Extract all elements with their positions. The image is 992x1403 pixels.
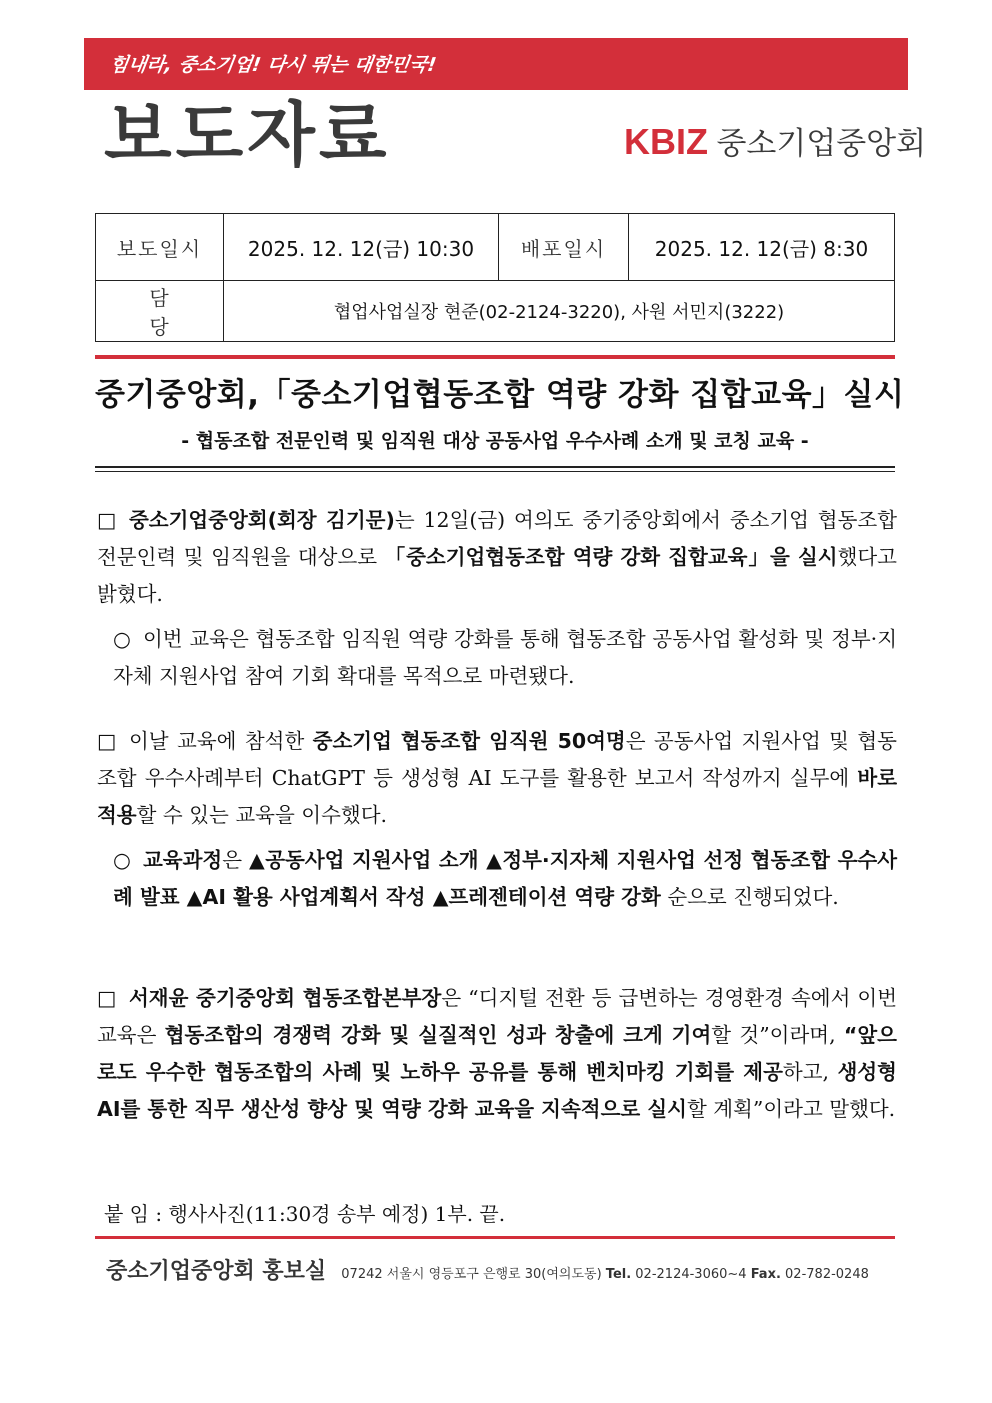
p3-bold-3: “앞으로도 우수한 협동조합의 사례 및 노하우 공유를 통해 벤치마킹 기회를 제공 bbox=[97, 1023, 897, 1084]
p3-bold-2: 협동조합의 경쟁력 강화 및 실질적인 성과 창출에 크게 기여 bbox=[164, 1023, 712, 1047]
p2-text-2: 은 공동사업 지원사업 및 협동조합 우수사례부터 ChatGPT 등 생성형 AI 도구를 활용한 보고서 작성까지 실무에 bbox=[97, 729, 897, 790]
release-info-table bbox=[95, 213, 895, 342]
subheadline: - 협동조합 전문인력 및 임직원 대상 공동사업 우수사례 소개 및 코칭 교육 - bbox=[181, 430, 809, 452]
footer-address: 07242 서울시 영등포구 은행로 30(여의도동) bbox=[341, 1267, 606, 1282]
p2-text-1: 이날 교육에 참석한 bbox=[129, 729, 313, 753]
paragraph-3 bbox=[97, 980, 897, 1128]
release-label: 보도일시 bbox=[96, 214, 224, 281]
p1-text-2: 했다고 밝혔다. bbox=[97, 545, 897, 606]
distribution-value: 2025. 12. 12(금) 8:30 bbox=[629, 214, 895, 281]
square-bullet: □ bbox=[97, 986, 117, 1010]
attachment-note: 붙 임 : 행사사진(11:30경 송부 예정) 1부. 끝. bbox=[104, 1202, 506, 1226]
s2-text-2: 순으로 진행되었다. bbox=[660, 885, 839, 909]
footer-fax-label: Fax. bbox=[750, 1267, 781, 1282]
footer-tel: 02-2124-3060~4 bbox=[631, 1267, 751, 1282]
p3-text-4: 할 계획”이라고 말했다. bbox=[686, 1097, 896, 1121]
headline-bottom-rule bbox=[95, 466, 895, 468]
paragraph-1 bbox=[97, 502, 897, 613]
p2-text-3: 할 수 있는 교육을 이수했다. bbox=[136, 803, 388, 827]
press-release-title: 보도자료 bbox=[104, 94, 391, 176]
p2-bold-2: 바로 적용 bbox=[97, 766, 897, 827]
release-value: 2025. 12. 12(금) 10:30 bbox=[224, 214, 499, 281]
paragraph-2 bbox=[97, 723, 897, 834]
p3-bold-1: 서재윤 중기중앙회 협동조합본부장 bbox=[129, 986, 442, 1010]
footer-org: 중소기업중앙회 홍보실 bbox=[106, 1259, 327, 1284]
p3-bold-4: 생성형 AI를 통한 직무 생산성 향상 및 역량 강화 교육을 지속적으로 실시 bbox=[97, 1060, 897, 1121]
logo-mark: KBIZ bbox=[624, 121, 708, 162]
circle-bullet: ○ bbox=[113, 848, 131, 872]
s2-bold-2: ▲공동사업 지원사업 소개 ▲정부·지자체 지원사업 선정 협동조합 우수사례 발표 ▲AI 활용 사업계획서 작성 ▲프레젠테이션 역량 강화 bbox=[113, 848, 897, 909]
headline-top-rule bbox=[95, 355, 895, 359]
kbiz-logo bbox=[624, 118, 926, 163]
slogan-banner bbox=[84, 38, 908, 90]
p1-bold-1: 중소기업중앙회(회장 김기문) bbox=[129, 508, 395, 532]
footer-top-rule bbox=[95, 1236, 895, 1239]
footer-tel-label: Tel. bbox=[605, 1267, 632, 1282]
distribution-label: 배포일시 bbox=[499, 214, 629, 281]
logo-name: 중소기업중앙회 bbox=[716, 126, 927, 162]
sub-point-2 bbox=[113, 842, 897, 916]
square-bullet: □ bbox=[97, 508, 117, 532]
s2-text-1: 은 bbox=[222, 848, 250, 872]
s2-bold-1: 교육과정 bbox=[143, 848, 223, 872]
p1-bold-2: 「중소기업협동조합 역량 강화 집합교육」을 실시 bbox=[384, 545, 838, 569]
slogan-text: 힘내라, 중소기업! 다시 뛰는 대한민국! bbox=[108, 54, 438, 76]
p2-bold-1: 중소기업 협동조합 임직원 50여명 bbox=[312, 729, 626, 753]
square-bullet: □ bbox=[97, 729, 117, 753]
s1-text: 이번 교육은 협동조합 임직원 역량 강화를 통해 협동조합 공동사업 활성화 및 정부·지자체 지원사업 참여 기회 확대를 목적으로 마련됐다. bbox=[113, 627, 897, 688]
footer bbox=[106, 1254, 869, 1285]
contact-label: 담 당 bbox=[96, 281, 224, 342]
circle-bullet: ○ bbox=[113, 627, 131, 651]
p1-text-1: 는 12일(금) 여의도 중기중앙회에서 중소기업 협동조합 전문인력 및 임직원을 대상으로 bbox=[97, 508, 897, 569]
headline: 중기중앙회,「중소기업협동조합 역량 강화 집합교육」실시 bbox=[95, 377, 905, 413]
p3-text-1: 은 “디지털 전환 등 급변하는 경영환경 속에서 이번 교육은 bbox=[97, 986, 897, 1047]
p3-text-3: 하고, bbox=[782, 1060, 838, 1084]
headline-bottom-rule-thin bbox=[95, 471, 895, 472]
sub-point-1 bbox=[113, 621, 897, 695]
contact-value: 협업사업실장 현준(02-2124-3220), 사원 서민지(3222) bbox=[224, 281, 895, 342]
p3-text-2: 할 것”이라며, bbox=[711, 1023, 844, 1047]
footer-contact bbox=[341, 1267, 869, 1282]
footer-fax: 02-782-0248 bbox=[780, 1267, 869, 1282]
